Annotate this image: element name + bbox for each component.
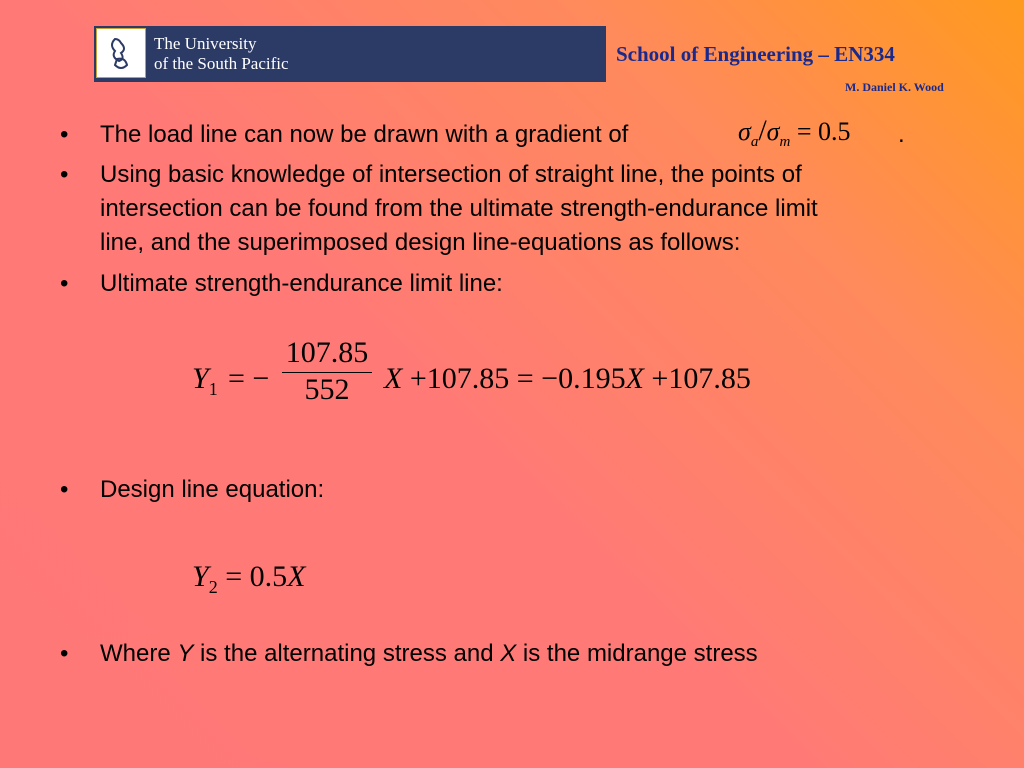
equation-ultimate-strength-line xyxy=(192,336,832,420)
eq1-x-var-2: X xyxy=(625,362,644,395)
bullet-marker: • xyxy=(60,121,69,148)
bullet-intersection-line2: intersection can be found from the ultimate strength-endurance limit xyxy=(100,195,818,222)
fraction-slash: / xyxy=(758,114,767,147)
b5-part2: is the alternating stress and xyxy=(200,640,494,667)
bullet-ultimate-strength: Ultimate strength-endurance limit line: xyxy=(100,270,503,297)
bullet-marker: • xyxy=(60,161,69,188)
bullet-intersection xyxy=(100,158,818,260)
eq2-y-var: Y xyxy=(192,560,209,593)
university-name-line2: of the South Pacific xyxy=(154,54,289,73)
bullet-design-line: Design line equation: xyxy=(100,476,325,503)
eq2-x-var: X xyxy=(287,560,306,593)
bullet-marker: • xyxy=(60,270,69,297)
eq1-y-var: Y xyxy=(192,362,209,395)
eq1-rest xyxy=(384,362,751,396)
eq1-x-var: X xyxy=(384,362,403,395)
b5-part3: is the midrange stress xyxy=(522,640,758,667)
eq1-numerator: 107.85 xyxy=(285,336,369,369)
university-crest-icon xyxy=(96,28,146,78)
course-title: School of Engineering – EN334 xyxy=(616,42,895,66)
bullet-load-line-period: . xyxy=(898,121,905,148)
gradient-value: = 0.5 xyxy=(796,117,851,146)
eq1-equals-minus: = − xyxy=(228,362,270,395)
bullet-load-line xyxy=(100,118,628,152)
eq1-lhs xyxy=(192,362,218,400)
sub-a: a xyxy=(750,134,759,151)
eq1-middle: +107.85 = −0.195 xyxy=(409,362,626,395)
equation-design-line xyxy=(192,560,305,598)
bullet-intersection-line3: line, and the superimposed design line-equations as follows: xyxy=(100,229,741,256)
eq1-denominator: 552 xyxy=(304,373,350,406)
eq1-y-sub: 1 xyxy=(208,379,218,399)
university-name xyxy=(154,34,289,74)
sigma-symbol: σ xyxy=(738,117,751,146)
gradient-equation xyxy=(738,114,851,151)
university-logo-banner xyxy=(94,26,606,82)
bullet-load-line-text: The load line can now be drawn with a gradient of xyxy=(100,121,629,148)
bullet-marker: • xyxy=(60,640,69,667)
b5-x: X xyxy=(500,640,517,667)
b5-y: Y xyxy=(177,640,194,667)
b5-part1: Where xyxy=(100,640,171,667)
bullet-intersection-line1: Using basic knowledge of intersection of straight line, the points of xyxy=(100,161,802,188)
author-name: M. Daniel K. Wood xyxy=(845,80,944,94)
sub-m: m xyxy=(779,134,791,151)
university-name-line1: The University xyxy=(154,34,257,53)
eq2-y-sub: 2 xyxy=(208,577,218,597)
eq1-tail: +107.85 xyxy=(651,362,751,395)
eq2-rhs: = 0.5 xyxy=(225,560,288,593)
eq1-fraction xyxy=(282,336,372,407)
bullet-marker: • xyxy=(60,476,69,503)
sigma-symbol: σ xyxy=(766,117,780,146)
bullet-variable-definitions xyxy=(100,637,758,671)
